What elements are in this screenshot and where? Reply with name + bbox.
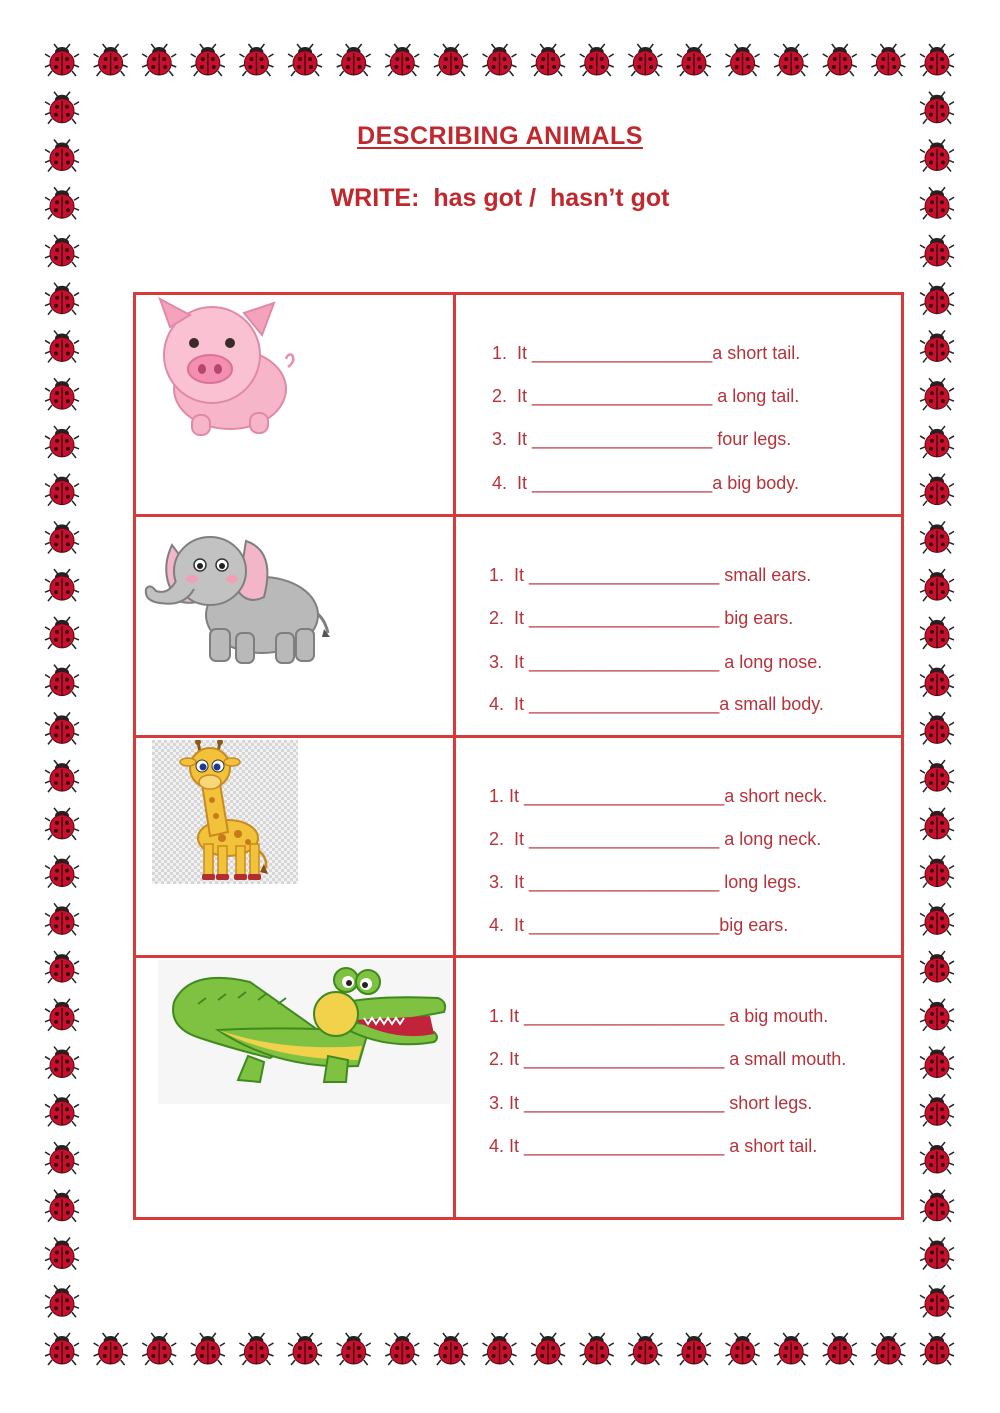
table-row-giraffe xyxy=(136,738,901,958)
ladybug-icon xyxy=(920,712,954,744)
sentence-3: 3. It ____________________ short legs. xyxy=(489,1093,813,1113)
giraffe-icon xyxy=(152,740,298,884)
ladybug-icon xyxy=(871,44,905,76)
ladybug-icon xyxy=(628,44,662,76)
ladybug-icon xyxy=(726,44,760,76)
ladybug-icon xyxy=(920,235,954,267)
sentence-4: 4. It ___________________a small body. xyxy=(489,694,824,714)
ladybug-icon xyxy=(142,44,176,76)
ladybug-icon xyxy=(45,474,79,506)
ladybug-icon xyxy=(45,283,79,315)
table-row-pig xyxy=(136,295,901,517)
ladybug-icon xyxy=(337,44,371,76)
ladybug-icon xyxy=(45,712,79,744)
ladybug-icon xyxy=(677,44,711,76)
sentence-2: 2. It __________________ a long tail. xyxy=(492,386,800,406)
ladybug-icon xyxy=(920,999,954,1031)
sentence-1: 1. It ___________________ small ears. xyxy=(489,565,812,585)
ladybug-icon xyxy=(920,92,954,124)
ladybug-icon xyxy=(45,378,79,410)
sentence-4: 4. It ___________________big ears. xyxy=(489,915,789,935)
ladybug-icon xyxy=(45,665,79,697)
ladybug-icon xyxy=(45,426,79,458)
ladybug-icon xyxy=(774,1333,808,1365)
ladybug-icon xyxy=(45,856,79,888)
ladybug-icon xyxy=(45,1285,79,1317)
ladybug-icon xyxy=(920,856,954,888)
ladybug-icon xyxy=(483,1333,517,1365)
ladybug-icon xyxy=(920,1333,954,1365)
ladybug-icon xyxy=(45,951,79,983)
ladybug-icon xyxy=(191,1333,225,1365)
ladybug-icon xyxy=(677,1333,711,1365)
sentence-4: 4. It __________________a big body. xyxy=(492,473,799,493)
ladybug-icon xyxy=(920,283,954,315)
sentence-2: 2. It ____________________ a small mouth. xyxy=(489,1049,847,1069)
ladybug-icon xyxy=(823,44,857,76)
ladybug-icon xyxy=(920,903,954,935)
ladybug-icon xyxy=(385,44,419,76)
ladybug-icon xyxy=(45,760,79,792)
sentence-3: 3. It ___________________ long legs. xyxy=(489,872,802,892)
page-title: DESCRIBING ANIMALS xyxy=(357,122,643,150)
ladybug-icon xyxy=(920,1190,954,1222)
sentence-2: 2. It ___________________ big ears. xyxy=(489,608,794,628)
crocodile-icon xyxy=(158,960,450,1104)
ladybug-icon xyxy=(920,426,954,458)
ladybug-icon xyxy=(920,951,954,983)
ladybug-icon xyxy=(45,1238,79,1270)
ladybug-icon xyxy=(920,521,954,553)
ladybug-icon xyxy=(45,808,79,840)
ladybug-icon xyxy=(920,1047,954,1079)
sentence-1: 1. It __________________a short tail. xyxy=(492,343,801,363)
sentence-3: 3. It __________________ four legs. xyxy=(492,429,792,449)
sentence-4: 4. It ____________________ a short tail. xyxy=(489,1136,818,1156)
ladybug-icon xyxy=(94,44,128,76)
ladybug-icon xyxy=(142,1333,176,1365)
ladybug-icon xyxy=(45,44,79,76)
ladybug-icon xyxy=(45,235,79,267)
ladybug-icon xyxy=(531,44,565,76)
ladybug-icon xyxy=(920,378,954,410)
ladybug-icon xyxy=(920,808,954,840)
ladybug-icon xyxy=(726,1333,760,1365)
ladybug-icon xyxy=(239,1333,273,1365)
ladybug-icon xyxy=(920,617,954,649)
ladybug-icon xyxy=(239,44,273,76)
ladybug-icon xyxy=(920,760,954,792)
ladybug-icon xyxy=(628,1333,662,1365)
ladybug-icon xyxy=(580,44,614,76)
ladybug-icon xyxy=(45,1094,79,1126)
elephant-icon xyxy=(142,525,338,671)
ladybug-icon xyxy=(531,1333,565,1365)
ladybug-icon xyxy=(920,474,954,506)
ladybug-icon xyxy=(45,330,79,362)
sentence-1: 1. It ____________________ a big mouth. xyxy=(489,1006,829,1026)
sentence-1: 1. It ____________________a short neck. xyxy=(489,786,828,806)
ladybug-icon xyxy=(288,1333,322,1365)
ladybug-icon xyxy=(45,1142,79,1174)
ladybug-icon xyxy=(45,999,79,1031)
ladybug-icon xyxy=(45,1190,79,1222)
instruction-text: WRITE: has got / hasn’t got xyxy=(330,184,670,212)
ladybug-icon xyxy=(45,569,79,601)
ladybug-icon xyxy=(823,1333,857,1365)
ladybug-icon xyxy=(45,521,79,553)
ladybug-icon xyxy=(920,569,954,601)
ladybug-icon xyxy=(920,1238,954,1270)
ladybug-icon xyxy=(337,1333,371,1365)
ladybug-icon xyxy=(871,1333,905,1365)
ladybug-icon xyxy=(288,44,322,76)
ladybug-icon xyxy=(191,44,225,76)
sentence-3: 3. It ___________________ a long nose. xyxy=(489,652,823,672)
ladybug-icon xyxy=(385,1333,419,1365)
sentence-2: 2. It ___________________ a long neck. xyxy=(489,829,822,849)
ladybug-icon xyxy=(920,330,954,362)
ladybug-icon xyxy=(45,617,79,649)
ladybug-icon xyxy=(45,903,79,935)
ladybug-icon xyxy=(434,44,468,76)
ladybug-icon xyxy=(94,1333,128,1365)
ladybug-icon xyxy=(920,44,954,76)
exercise-table xyxy=(133,292,904,1220)
pig-icon xyxy=(150,297,300,439)
ladybug-icon xyxy=(434,1333,468,1365)
ladybug-icon xyxy=(45,1333,79,1365)
ladybug-icon xyxy=(45,1047,79,1079)
table-row-crocodile xyxy=(136,958,901,1217)
ladybug-icon xyxy=(580,1333,614,1365)
table-row-elephant xyxy=(136,517,901,738)
ladybug-icon xyxy=(483,44,517,76)
ladybug-icon xyxy=(920,1285,954,1317)
ladybug-icon xyxy=(920,1142,954,1174)
ladybug-icon xyxy=(45,92,79,124)
ladybug-icon xyxy=(920,665,954,697)
ladybug-icon xyxy=(774,44,808,76)
ladybug-icon xyxy=(920,1094,954,1126)
